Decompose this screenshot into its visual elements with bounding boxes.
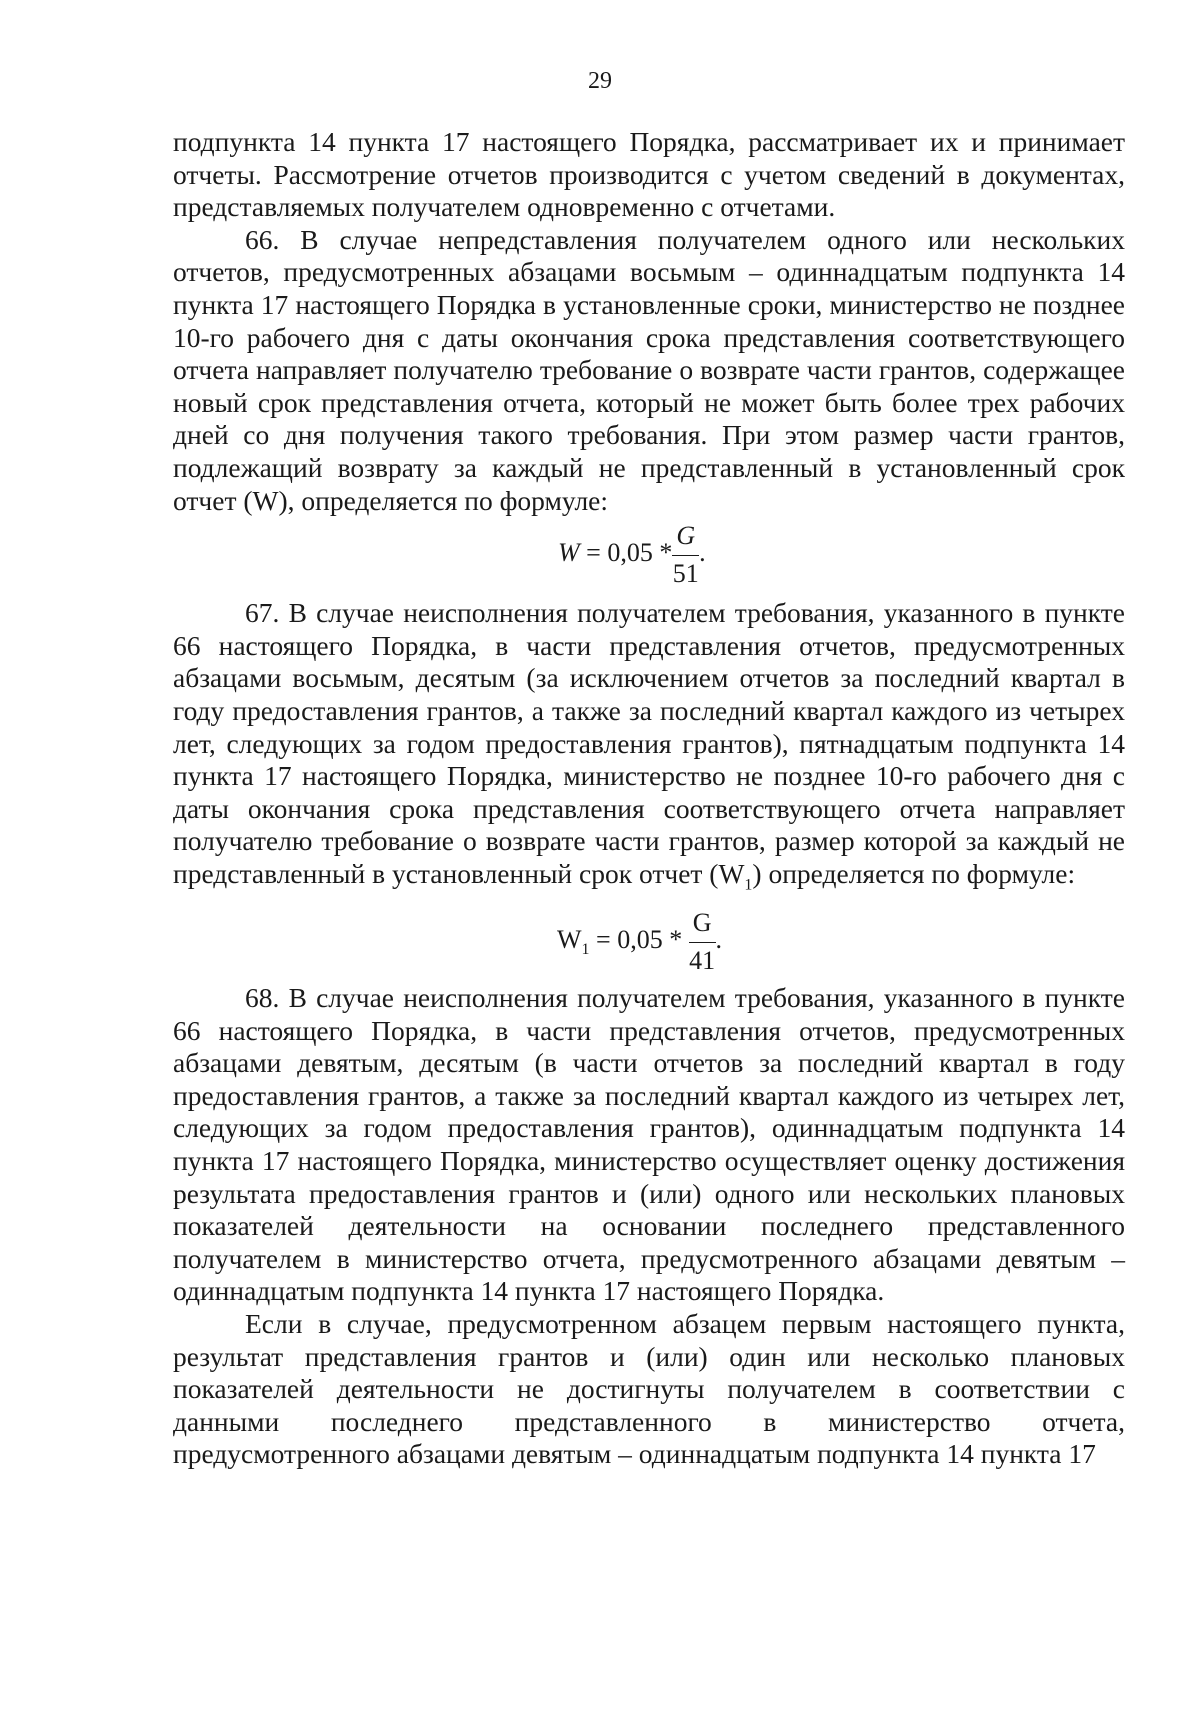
document-body bbox=[173, 126, 1125, 1471]
paragraph-68: 68. В случае неисполнения получателем требования, указанного в пункте 66 настоящего Порядка, в части представления отчетов, предусмотренных абзацами девятым, десятым (в части отчетов за последний квартал в году предоставления грантов, а также за последний квартал каждого из четырех лет, следующих за годом предоставления грантов), одиннадцатым подпункта 14 пункта 17 настоящего Порядка, министерство осуществляет оценку достижения результата предоставления грантов и (или) одного или нескольких плановых показателей деятельности на основании последнего представленного получателем в министерство отчета, предусмотренного абзацами девятым – одиннадцатым подпункта 14 пункта 17 настоящего Порядка. bbox=[173, 981, 1125, 1307]
formula-w1-lhs: W bbox=[557, 924, 582, 954]
formula-w-fraction bbox=[672, 523, 699, 587]
formula-w-end: . bbox=[699, 538, 706, 568]
formula-w-lhs: W bbox=[558, 538, 580, 568]
formula-w1-fraction bbox=[689, 907, 716, 975]
formula-w1-end: . bbox=[715, 924, 722, 954]
paragraph-68-second: Если в случае, предусмотренном абзацем первым настоящего пункта, результат представления грантов и (или) один или несколько плановых показателей деятельности не достигнуты получателем в соответствии с данными последнего представленного в министерство отчета, предусмотренного абзацами девятым – одиннадцатым подпункта 14 пункта 17 bbox=[173, 1307, 1125, 1470]
formula-w1-denominator: 41 bbox=[689, 945, 716, 975]
formula-w1-subscript: 1 bbox=[581, 941, 590, 959]
paragraph-continuation: подпункта 14 пункта 17 настоящего Порядка, рассматривает их и принимает отчеты. Рассмотрение отчетов производится с учетом сведений в документах, представляемых получателем одновременно с отчетами. bbox=[173, 126, 1125, 223]
formula-w bbox=[173, 517, 1125, 597]
page-number: 29 bbox=[588, 68, 612, 94]
formula-w-denominator: 51 bbox=[672, 559, 699, 589]
paragraph-66: 66. В случае непредставления получателем одного или нескольких отчетов, предусмотренных абзацами восьмым – одиннадцатым подпункта 14 пункта 17 настоящего Порядка в установленные сроки, министерство не позднее 10-го рабочего дня с даты окончания срока представления соответствующего отчета направляет получателю требование о возврате части грантов, содержащее новый срок представления отчета, который не может быть более трех рабочих дней со дня получения такого требования. При этом размер части грантов, подлежащий возврату за каждый не представленный в установленный срок отчет (W), определяется по формуле: bbox=[173, 223, 1125, 516]
formula-w1 bbox=[173, 902, 1125, 982]
formula-w1-numerator: G bbox=[689, 910, 716, 943]
formula-w1-rhs: = 0,05 * bbox=[589, 924, 689, 954]
formula-w-numerator: G bbox=[672, 523, 699, 556]
formula-w-rhs: = 0,05 * bbox=[579, 538, 673, 568]
paragraph-67: 67. В случае неисполнения получателем требования, указанного в пункте 66 настоящего Порядка, в части представления отчетов, предусмотренных абзацами восьмым, десятым (за исключением отчетов за последний квартал в году предоставления грантов, а также за последний квартал каждого из четырех лет, следующих за годом предоставления грантов), пятнадцатым подпункта 14 пункта 17 настоящего Порядка, министерство не позднее 10-го рабочего дня с даты окончания срока представления соответствующего отчета направляет получателю требование о возврате части грантов, размер которой за каждый не представленный в установленный срок отчет $(W_1)$ определяется по формуле: bbox=[173, 597, 1125, 894]
